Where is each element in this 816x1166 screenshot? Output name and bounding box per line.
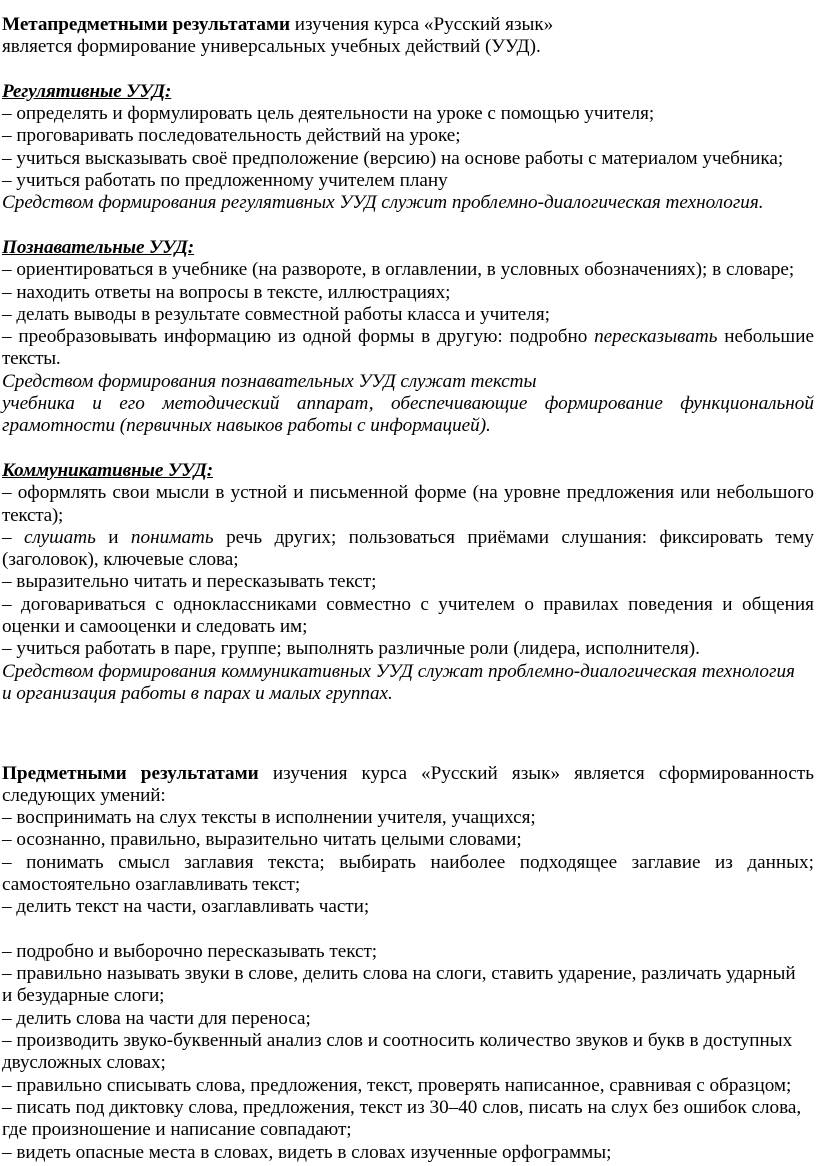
subject-intro-rest: изучения курса «Русский язык» является сформированность [258,762,814,784]
communicative-heading: Коммуникативные УУД: [2,459,213,481]
conjunction: и [95,526,131,548]
meta-intro-rest: изучения курса «Русский язык» [290,14,554,35]
cognitive-item-4-line-1 [2,326,814,348]
regulative-item-2: – проговаривать последовательность действий на уроке; [2,125,461,147]
regulative-item-4: – учиться работать по предложенному учителем плану [2,170,448,192]
subject-item-6-line-1: – правильно называть звуки в слове, делить слова на слоги, ставить ударение, различать ударный [2,963,796,985]
communicative-item-5: – учиться работать в паре, группе; выполнять различные роли (лидера, исполнителя). [2,638,700,660]
communicative-item-1-line-1: – оформлять свои мысли в устной и письменной форме (на уровне предложения или небольшого [2,482,814,504]
communicative-item-2-line-2: (заголовок), ключевые слова; [2,549,239,571]
cognitive-item-3: – делать выводы в результате совместной работы класса и учителя; [2,303,550,325]
spacer [2,740,816,762]
cognitive-means-2: учебника и его методический аппарат, обеспечивающие формирование функциональной [2,393,814,415]
regulative-item-3: – учиться высказывать своё предположение (версию) на основе работы с материалом учебника; [2,147,784,169]
cognitive-means-1: Средством формирования познавательных УУД служат тексты [2,370,537,392]
cognitive-item-2: – находить ответы на вопросы в тексте, иллюстрациях; [2,281,451,303]
cognitive-item-1: – ориентироваться в учебнике (на развороте, в оглавлении, в условных обозначениях); в словаре; [2,259,795,281]
spacer [2,59,816,81]
communicative-item-4-line-2: оценки и самооценки и следовать им; [2,616,308,638]
communicative-item-1-line-2: текста); [2,504,64,526]
meta-intro-bold: Метапредметными результатами [2,14,290,35]
cognitive-item-4-tail: небольшие [717,326,814,348]
subject-item-6-line-2: и безударные слоги; [2,985,165,1007]
regulative-means: Средством формирования регулятивных УУД служит проблемно-диалогическая технология. [2,192,764,214]
spacer [2,919,816,941]
italic-understand: понимать [130,526,214,548]
subject-item-1: – воспринимать на слух тексты в исполнении учителя, учащихся; [2,807,536,829]
communicative-item-4-line-1: – договариваться с одноклассниками совместно с учителем о правилах поведения и общения [2,593,814,615]
cognitive-item-4-italic: пересказывать [594,326,718,348]
italic-listen: слушать [24,526,96,548]
subject-item-10-line-1: – писать под диктовку слова, предложения, текст из 30–40 слов, писать на слух без ошибок слова, [2,1096,802,1118]
cognitive-heading: Познавательные УУД: [2,236,195,258]
subject-item-7: – делить слова на части для переноса; [2,1007,311,1029]
regulative-heading: Регулятивные УУД: [2,80,172,102]
spacer [2,438,816,460]
subject-item-2: – осознанно, правильно, выразительно читать целыми словами; [2,829,522,851]
subject-item-3-line-2: самостоятельно озаглавливать текст; [2,873,301,895]
cognitive-item-4-line-2: тексты. [2,348,61,370]
subject-item-3-line-1: – понимать смысл заглавия текста; выбирать наиболее подходящее заглавие из данных; [2,851,814,873]
meta-intro-line-2: является формирование универсальных учебных действий (УУД). [2,36,541,58]
subject-intro-line-2: следующих умений: [2,784,166,806]
communicative-means-1: Средством формирования коммуникативных УУД служат проблемно-диалогическая технология [2,660,795,682]
communicative-item-2-rest: речь других; пользоваться приёмами слушания: фиксировать тему [213,526,814,548]
communicative-item-3: – выразительно читать и пересказывать текст; [2,571,377,593]
subject-item-4: – делить текст на части, озаглавливать части; [2,896,370,918]
cognitive-item-4-text: – преобразовывать информацию из одной формы в другую: подробно [2,326,595,348]
subject-item-8-line-1: – производить звуко-буквенный анализ слов и соотносить количество звуков и букв в доступных [2,1030,793,1052]
subject-item-10-line-2: где произношение и написание совпадают; [2,1119,352,1141]
subject-intro-line-1 [2,763,814,785]
subject-item-11: – видеть опасные места в словах, видеть в словах изученные орфограммы; [2,1141,612,1163]
cognitive-means-3: грамотности (первичных навыков работы с информацией). [2,415,491,437]
communicative-item-2-line-1 [2,527,814,549]
communicative-means-2: и организация работы в парах и малых группах. [2,682,393,704]
subject-item-9: – правильно списывать слова, предложения, текст, проверять написанное, сравнивая с образцом; [2,1074,792,1096]
subject-intro-bold: Предметными результатами [2,762,259,784]
spacer [2,705,816,740]
spacer [2,215,816,237]
subject-item-8-line-2: двусложных словах; [2,1052,166,1074]
dash: – [2,526,25,548]
meta-intro-line-1 [2,14,816,36]
subject-item-5: – подробно и выборочно пересказывать текст; [2,940,378,962]
regulative-item-1: – определять и формулировать цель деятельности на уроке с помощью учителя; [2,103,655,125]
